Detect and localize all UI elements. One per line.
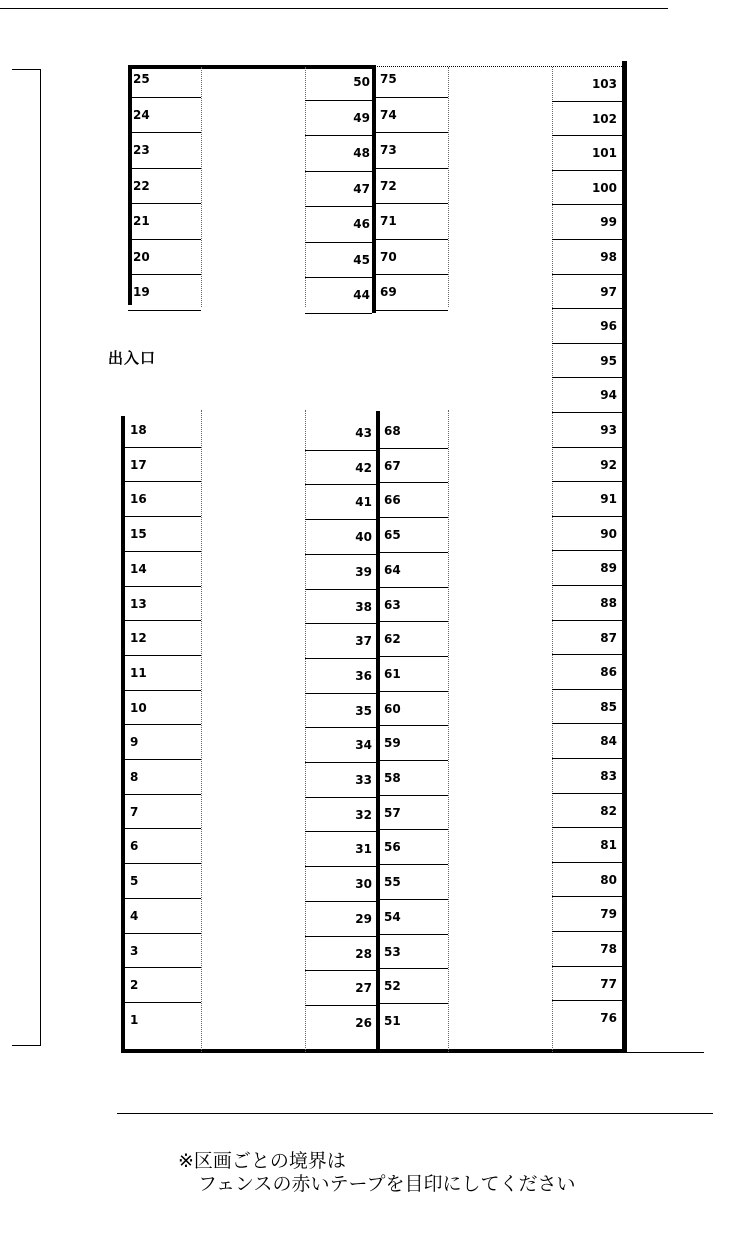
divider-b-bottom [305,410,306,1052]
space-number-51: 51 [384,1013,401,1028]
space-number-39: 39 [355,564,372,579]
space-number-36: 36 [355,668,372,683]
stall-separator [552,412,622,413]
stall-separator [305,693,376,694]
space-number-88: 88 [600,596,617,610]
stall-separator [552,481,622,482]
space-number-66: 66 [384,493,401,508]
space-number-38: 38 [355,599,372,614]
stall-separator [552,862,622,863]
space-number-93: 93 [600,423,617,437]
stall-separator [305,206,372,207]
stall-separator [125,1002,201,1003]
stall-separator [128,239,201,240]
stall-separator [380,691,448,692]
space-number-45: 45 [353,252,370,267]
stall-separator [128,310,201,311]
space-number-41: 41 [355,495,372,510]
space-number-55: 55 [384,875,401,890]
stall-separator [552,896,622,897]
stall-separator [125,516,201,517]
space-number-17: 17 [130,457,147,472]
note-line-1: ※区画ごとの境界は [178,1150,346,1172]
stall-separator [552,654,622,655]
space-number-100: 100 [591,180,617,195]
space-number-79: 79 [600,907,617,922]
stall-separator [305,970,376,971]
space-number-96: 96 [600,319,617,334]
stall-separator [125,551,201,552]
stall-separator [305,727,376,728]
space-number-49: 49 [353,110,370,125]
stall-separator [376,97,448,98]
space-number-80: 80 [600,872,617,887]
space-number-18: 18 [130,423,147,437]
space-number-77: 77 [600,976,617,991]
stall-separator [305,831,376,832]
stall-separator [380,934,448,935]
stall-separator [128,274,201,275]
stall-separator [125,933,201,934]
divider-d [552,67,553,1052]
space-number-35: 35 [355,703,372,718]
stall-separator [380,899,448,900]
stall-separator [552,447,622,448]
stall-separator [125,967,201,968]
space-number-42: 42 [355,460,372,475]
stall-separator [552,343,622,344]
stall-separator [125,863,201,864]
space-number-63: 63 [384,597,401,612]
space-number-50: 50 [353,75,370,89]
stall-separator [552,585,622,586]
space-number-54: 54 [384,909,401,924]
stall-separator [552,931,622,932]
space-number-6: 6 [130,839,139,854]
divider-c-top [448,67,449,307]
space-number-37: 37 [355,634,372,649]
stall-separator [305,242,372,243]
stall-separator [305,658,376,659]
stall-separator [376,168,448,169]
space-number-59: 59 [384,736,401,751]
fence-left-bottom [121,416,125,1053]
space-number-99: 99 [600,215,617,230]
space-number-90: 90 [600,526,617,541]
stall-separator [376,274,448,275]
space-number-87: 87 [600,630,617,645]
stall-separator [305,554,376,555]
space-number-74: 74 [380,107,397,122]
stall-separator [305,589,376,590]
stall-separator [380,725,448,726]
divider-c-bottom [448,410,449,1052]
stall-separator [552,689,622,690]
stall-separator [305,901,376,902]
right-road-stub [626,1052,704,1053]
stall-separator [552,516,622,517]
space-number-33: 33 [355,773,372,787]
space-number-27: 27 [355,981,372,996]
stall-separator [552,377,622,378]
space-number-94: 94 [600,388,617,403]
space-number-29: 29 [355,911,372,926]
stall-separator [552,101,622,102]
stall-separator [376,203,448,204]
stall-separator [125,447,201,448]
stall-separator [305,100,372,101]
space-number-47: 47 [353,181,370,196]
stall-separator [380,968,448,969]
stall-separator [552,135,622,136]
stall-separator [128,168,201,169]
space-number-58: 58 [384,771,401,785]
space-number-4: 4 [130,908,139,923]
stall-separator [552,966,622,967]
bracket-top [12,69,40,70]
stall-separator [305,623,376,624]
stall-separator [125,794,201,795]
space-number-19: 19 [133,285,150,299]
stall-separator [125,690,201,691]
space-number-9: 9 [130,735,139,750]
space-number-85: 85 [600,699,617,714]
space-number-53: 53 [384,944,401,959]
space-number-97: 97 [600,284,617,299]
stall-separator [376,132,448,133]
space-number-86: 86 [600,665,617,680]
space-number-26: 26 [355,1015,372,1030]
space-number-31: 31 [355,842,372,857]
stall-separator [305,313,372,314]
divider-b-top [305,67,306,307]
bottom-road-line [117,1113,713,1114]
stall-separator [125,759,201,760]
space-number-75: 75 [380,72,397,86]
stall-separator [305,797,376,798]
space-number-11: 11 [130,665,147,680]
space-number-92: 92 [600,457,617,472]
stall-separator [552,170,622,171]
stall-separator [125,586,201,587]
stall-separator [305,519,376,520]
stall-separator [128,203,201,204]
entrance-label: 出入口 [108,349,157,367]
bracket-side [40,69,41,1046]
stall-separator [552,827,622,828]
stall-separator [305,936,376,937]
space-number-21: 21 [133,214,150,228]
stall-separator [380,517,448,518]
space-number-15: 15 [130,527,147,542]
stall-separator [125,655,201,656]
space-number-78: 78 [600,942,617,956]
fence-right [622,61,627,1053]
space-number-64: 64 [384,562,401,577]
stall-separator [552,239,622,240]
stall-separator [552,550,622,551]
space-number-23: 23 [133,143,150,157]
space-number-98: 98 [600,250,617,264]
stall-separator [125,898,201,899]
space-number-73: 73 [380,143,397,157]
space-number-56: 56 [384,840,401,855]
stall-separator [380,656,448,657]
space-number-76: 76 [600,1011,617,1026]
space-number-28: 28 [355,946,372,961]
stall-separator [552,723,622,724]
stall-separator [380,552,448,553]
stall-separator [552,620,622,621]
space-number-57: 57 [384,805,401,820]
space-number-10: 10 [130,700,147,715]
space-number-103: 103 [591,77,617,91]
stall-separator [552,274,622,275]
stall-separator [305,450,376,451]
space-number-40: 40 [355,530,372,545]
stall-separator [380,864,448,865]
space-number-22: 22 [133,178,150,193]
stall-separator [125,481,201,482]
stall-separator [128,97,201,98]
stall-separator [380,1003,448,1004]
fence-middle-bottom [376,411,380,1053]
space-number-25: 25 [133,72,150,86]
space-number-43: 43 [355,426,372,440]
space-number-89: 89 [600,561,617,576]
stall-separator [305,866,376,867]
space-number-16: 16 [130,492,147,507]
space-number-14: 14 [130,561,147,576]
space-number-62: 62 [384,632,401,647]
stall-separator [305,171,372,172]
space-number-61: 61 [384,666,401,681]
space-number-5: 5 [130,874,139,889]
stall-separator [552,1000,622,1001]
space-number-84: 84 [600,734,617,749]
space-number-71: 71 [380,214,397,228]
stall-separator [305,135,372,136]
bracket-bottom [12,1045,40,1046]
space-number-3: 3 [130,943,139,958]
space-number-91: 91 [600,492,617,507]
space-number-32: 32 [355,807,372,822]
stall-separator [128,132,201,133]
note-line-2: フェンスの赤いテープを目印にしてください [198,1173,576,1195]
space-number-7: 7 [130,804,139,819]
stall-separator [125,620,201,621]
stall-separator [552,793,622,794]
stall-separator [380,829,448,830]
stall-separator [380,587,448,588]
space-number-70: 70 [380,249,397,264]
space-number-82: 82 [600,803,617,818]
space-number-67: 67 [384,458,401,473]
fence-middle-top [372,65,376,313]
space-number-69: 69 [380,285,397,299]
stall-separator [380,482,448,483]
space-number-2: 2 [130,978,139,993]
divider-a-top [201,67,202,307]
space-number-65: 65 [384,528,401,543]
space-number-8: 8 [130,770,139,784]
fence-left-top [128,65,132,305]
stall-separator [305,277,372,278]
space-number-20: 20 [133,249,150,264]
stall-separator [552,758,622,759]
stall-separator [305,484,376,485]
space-number-95: 95 [600,353,617,368]
space-number-60: 60 [384,701,401,716]
stall-separator [125,828,201,829]
space-number-52: 52 [384,979,401,994]
fence-top-dotted [374,66,624,67]
stall-separator [552,308,622,309]
stall-separator [376,310,448,311]
stall-separator [380,760,448,761]
space-number-12: 12 [130,631,147,646]
space-number-44: 44 [353,288,370,302]
space-number-24: 24 [133,107,150,122]
space-number-13: 13 [130,596,147,611]
stall-separator [552,204,622,205]
top-road-line [0,8,668,9]
stall-separator [305,1005,376,1006]
space-number-46: 46 [353,217,370,231]
stall-separator [380,795,448,796]
space-number-83: 83 [600,769,617,783]
stall-separator [125,724,201,725]
stall-separator [376,239,448,240]
space-number-101: 101 [591,146,617,161]
space-number-48: 48 [353,146,370,160]
fence-top [128,65,374,69]
space-number-34: 34 [355,738,372,753]
space-number-102: 102 [591,111,617,126]
space-number-72: 72 [380,178,397,193]
space-number-30: 30 [355,877,372,892]
space-number-81: 81 [600,838,617,853]
stall-separator [380,448,448,449]
space-number-1: 1 [130,1012,139,1027]
stall-separator [305,762,376,763]
space-number-68: 68 [384,424,401,438]
divider-a-bottom [201,410,202,1052]
stall-separator [380,621,448,622]
